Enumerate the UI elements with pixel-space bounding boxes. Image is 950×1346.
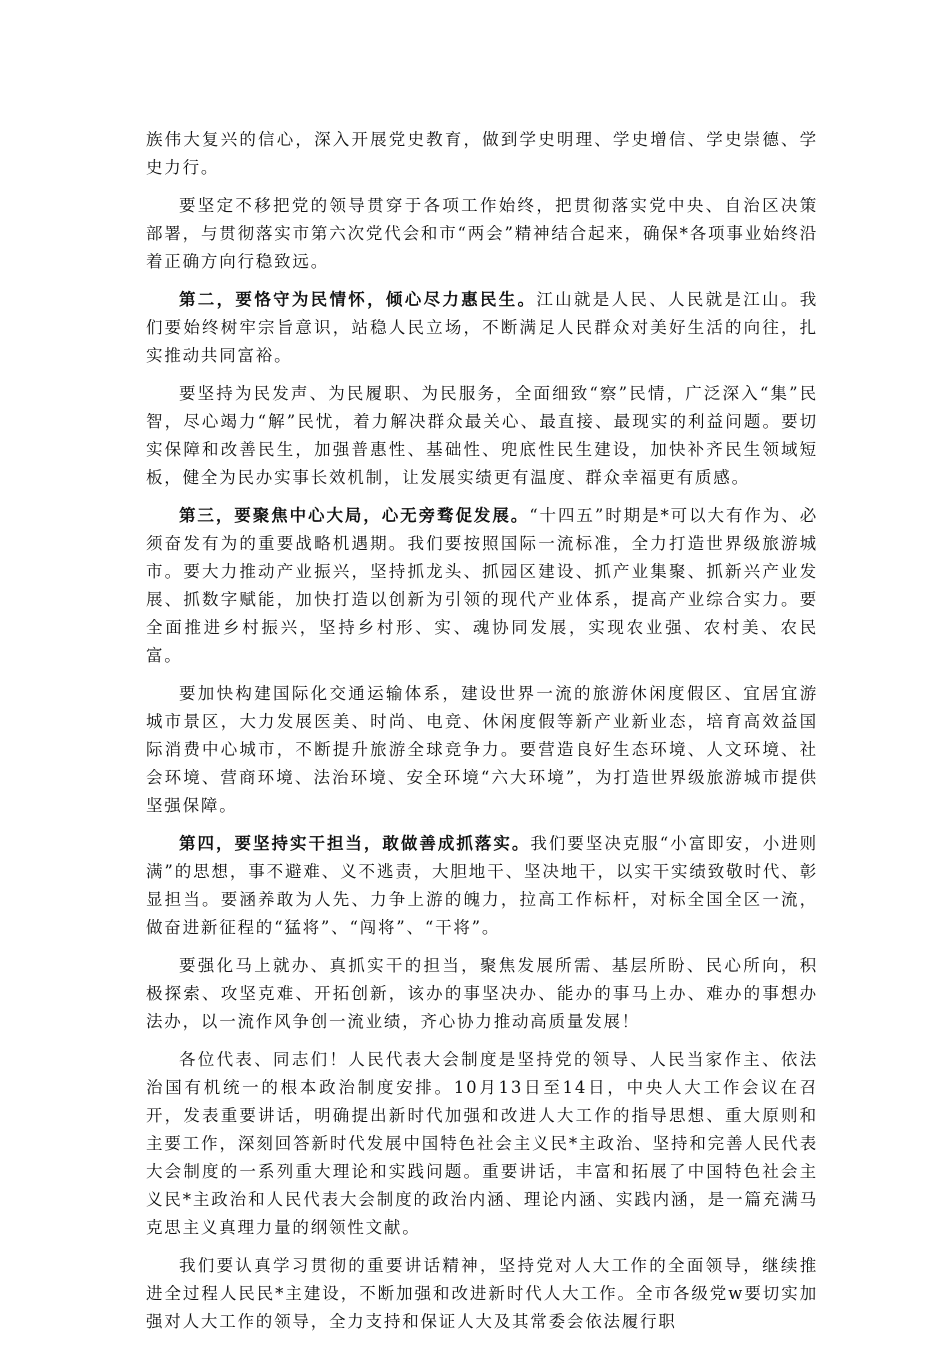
paragraph-text: 要强化马上就办、真抓实干的担当，聚焦发展所需、基层所盼、民心所向，积极探索、攻坚克难、开拓创新，该办的事坚决办、能办的事马上办、难办的事想办法办，以一流作风争创一流业绩，齐心协力推动高质量发展！ [146,956,818,1031]
document-body [146,126,818,1346]
paragraph-10 [146,1252,818,1336]
paragraph-text: “十四五”时期是*可以大有作为、必须奋发有为的重要战略机遇期。我们要按照国际一流标准，全力打造世界级旅游城市。要大力推动产业振兴，坚持抓龙头、抓园区建设、抓产业集聚、抓新兴产业发展、抓数字赋能，加快打造以创新为引领的现代产业体系，提高产业综合实力。要全面推进乡村振兴，坚持乡村形、实、魂协同发展，实现农业强、农村美、农民富。 [146,506,818,665]
paragraph-3 [146,286,818,370]
paragraph-lead: 第二，要恪守为民情怀，倾心尽力惠民生。 [179,290,537,309]
paragraph-lead: 第三，要聚焦中心大局，心无旁骛促发展。 [179,506,530,525]
paragraph-text: 要坚持为民发声、为民履职、为民服务，全面细致“察”民情，广泛深入“集”民智，尽心竭力“解”民忧，着力解决群众最关心、最直接、最现实的利益问题。要切实保障和改善民生，加强普惠性、基础性、兜底性民生建设，加快补齐民生领域短板，健全为民办实事长效机制，让发展实绩更有温度、群众幸福更有质感。 [146,384,818,487]
paragraph-2 [146,192,818,276]
paragraph-1 [146,126,818,182]
paragraph-9 [146,1046,818,1242]
paragraph-8 [146,952,818,1036]
paragraph-4 [146,380,818,492]
paragraph-text: 要加快构建国际化交通运输体系，建设世界一流的旅游休闲度假区、宜居宜游城市景区，大力发展医美、时尚、电竞、休闲度假等新产业新业态，培育高效益国际消费中心城市，不断提升旅游全球竞争力。要营造良好生态环境、人文环境、社会环境、营商环境、法治环境、安全环境“六大环境”，为打造世界级旅游城市提供坚强保障。 [146,684,818,815]
paragraph-text: 各位代表、同志们！人民代表大会制度是坚持党的领导、人民当家作主、依法治国有机统一的根本政治制度安排。10月13日至14日，中央人大工作会议在召开，发表重要讲话，明确提出新时代加强和改进人大工作的指导思想、重大原则和主要工作，深刻回答新时代发展中国特色社会主义民*主政治、坚持和完善人民代表大会制度的一系列重大理论和实践问题。重要讲话，丰富和拓展了中国特色社会主义民*主政治和人民代表大会制度的政治内涵、理论内涵、实践内涵，是一篇充满马克思主义真理力量的纲领性文献。 [146,1050,818,1237]
paragraph-text: 我们要认真学习贯彻的重要讲话精神，坚持党对人大工作的全面领导，继续推进全过程人民民*主建设，不断加强和改进新时代人大工作。全市各级党w要切实加强对人大工作的领导，全力支持和保证人大及其常委会依法履行职 [146,1256,818,1331]
paragraph-text: 江山就是人民、人民就是江山。我们要始终树牢宗旨意识，站稳人民立场，不断满足人民群众对美好生活的向往，扎实推动共同富裕。 [146,290,819,365]
paragraph-5 [146,502,818,670]
paragraph-7 [146,830,818,942]
paragraph-text: 要坚定不移把党的领导贯穿于各项工作始终，把贯彻落实党中央、自治区决策部署，与贯彻落实市第六次党代会和市“两会”精神结合起来，确保*各项事业始终沿着正确方向行稳致远。 [146,196,818,271]
paragraph-lead: 第四，要坚持实干担当，敢做善成抓落实。 [179,834,531,853]
paragraph-text: 族伟大复兴的信心，深入开展党史教育，做到学史明理、学史增信、学史崇德、学史力行。 [146,130,818,177]
paragraph-text: 我们要坚决克服“小富即安，小进则满”的思想，事不避难、义不逃责，大胆地干、坚决地干，以实干实绩致敬时代、彰显担当。要涵养敢为人先、力争上游的魄力，拉高工作标杆，对标全国全区一流，做奋进新征程的“猛将”、“闯将”、“干将”。 [146,834,818,937]
paragraph-6 [146,680,818,820]
